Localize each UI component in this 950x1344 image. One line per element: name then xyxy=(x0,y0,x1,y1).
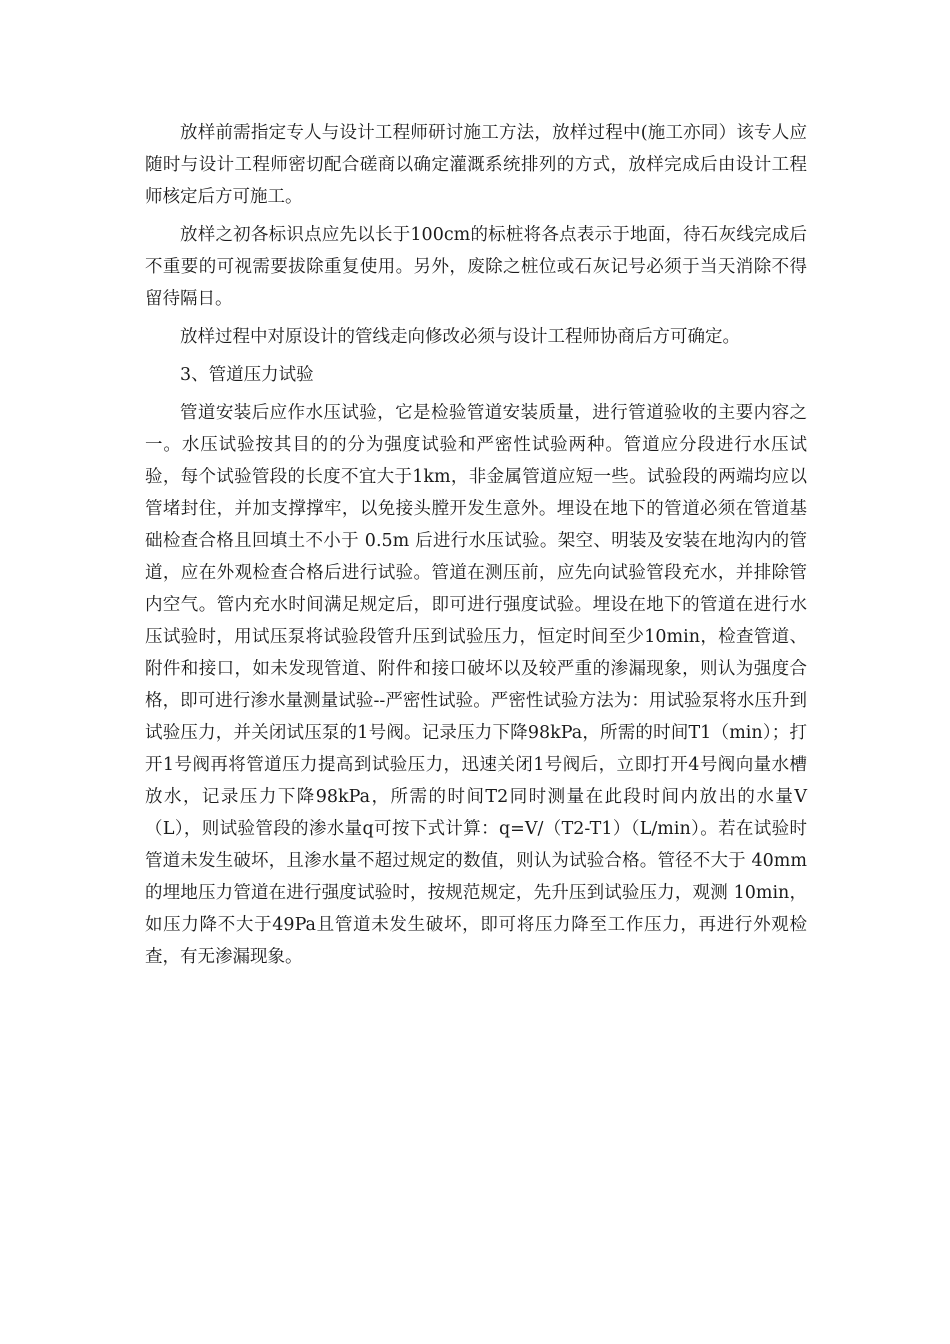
section-heading-pressure-test: 3、管道压力试验 xyxy=(180,365,314,385)
paragraph-staking-modification: 放样过程中对原设计的管线走向修改必须与设计工程师协商后方可确定。 xyxy=(180,327,740,347)
document-body xyxy=(145,117,807,979)
paragraph-staking-coordination: 放样前需指定专人与设计工程师研讨施工方法，放样过程中(施工亦同）该专人应随时与设计工程师密切配合磋商以确定灌溉系统排列的方式，放样完成后由设计工程师核定后方可施工。 xyxy=(145,123,807,207)
paragraph-staking-markers: 放样之初各标识点应先以长于100cm的标桩将各点表示于地面，待石灰线完成后不重要的可视需要拔除重复使用。另外，废除之桩位或石灰记号必须于当天消除不得留待隔日。 xyxy=(145,225,807,309)
paragraph-pressure-test-body: 管道安装后应作水压试验，它是检验管道安装质量，进行管道验收的主要内容之一。水压试验按其目的的分为强度试验和严密性试验两种。管道应分段进行水压试验，每个试验管段的长度不宜大于1km，非金属管道应短一些。试验段的两端均应以管堵封住，并加支撑撑牢，以免接头膛开发生意外。埋设在地下的管道必须在管道基础检查合格且回填土不小于 0.5m 后进行水压试验。架空、明装及安装在地沟内的管道，应在外观检查合格后进行试验。管道在测压前，应先向试验管段充水，并排除管内空气。管内充水时间满足规定后，即可进行强度试验。埋设在地下的管道在进行水压试验时，用试压泵将试验段管升压到试验压力，恒定时间至少10min，检查管道、附件和接口，如未发现管道、附件和接口破坏以及较严重的渗漏现象，则认为强度合格，即可进行渗水量测量试验--严密性试验。严密性试验方法为：用试验泵将水压升到试验压力，并关闭试压泵的1号阀。记录压力下降98kPa，所需的时间T1（min）；打开1号阀再将管道压力提高到试验压力，迅速关闭1号阀后，立即打开4号阀向量水槽放水，记录压力下降98kPa，所需的时间T2同时测量在此段时间内放出的水量V（L），则试验管段的渗水量q可按下式计算：q=V/（T2-T1）（L/min）。若在试验时管道未发生破坏，且渗水量不超过规定的数值，则认为试验合格。管径不大于 40mm 的埋地压力管道在进行强度试验时，按规范规定，先升压到试验压力，观测 10min，如压力降不大于49Pa且管道未发生破坏，即可将压力降至工作压力，再进行外观检查，有无渗漏现象。 xyxy=(145,403,807,967)
